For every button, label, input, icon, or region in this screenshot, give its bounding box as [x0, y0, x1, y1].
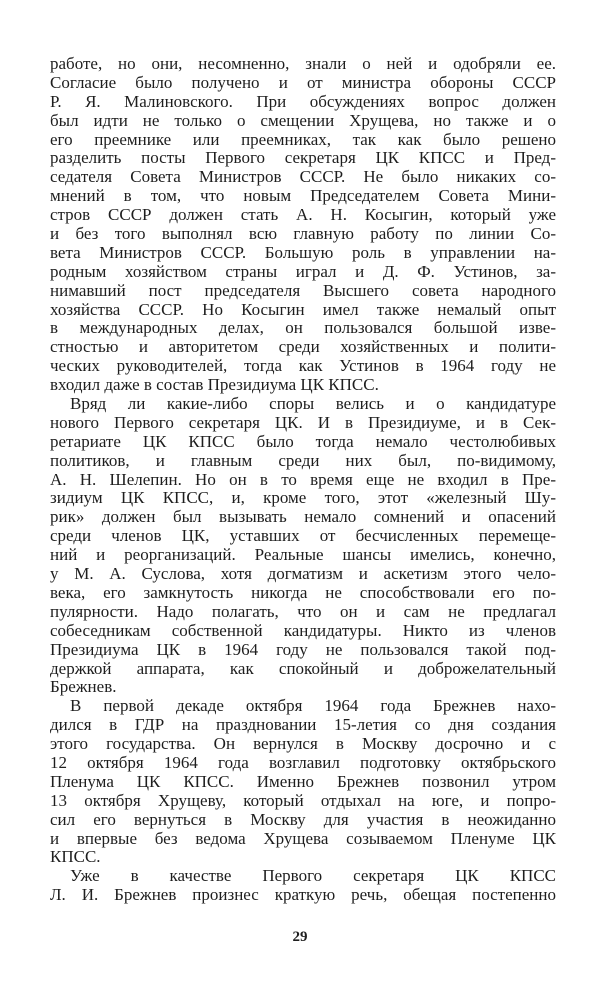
text-line: Брежнев. — [50, 677, 117, 697]
text-line: вета Министров СССР. Большую роль в управлении на- — [50, 242, 556, 262]
text-line: входил даже в состав Президиума ЦК КПСС. — [50, 375, 379, 395]
text-line: ческих руководителей, тогда как Устинов в 1964 году не — [50, 356, 556, 376]
text-line: Вряд ли какие-либо споры велись и о кандидатуре — [70, 394, 556, 414]
text-line: этого государства. Он вернулся в Москву досрочно и с — [50, 734, 556, 754]
text-line: мнений в том, что новым Председателем Совета Мини- — [50, 186, 556, 206]
page-number: 29 — [292, 929, 308, 945]
text-line: Уже в качестве Первого секретаря ЦК КПСС — [70, 866, 556, 886]
text-line: пулярности. Надо полагать, что он и сам не предлагал — [50, 601, 556, 621]
text-line: политиков, и главным среди них был, по-видимому, — [50, 450, 556, 470]
text-line: 13 октября Хрущеву, который отдыхал на юге, и попро- — [50, 790, 556, 810]
text-line: был идти не только о смещении Хрущева, но также и о — [50, 110, 556, 130]
text-line: его преемнике или преемниках, так как было решено — [50, 129, 556, 149]
text-line: Л. И. Брежнев произнес краткую речь, обещая постепенно — [50, 885, 556, 905]
text-line: зидиум ЦК КПСС, и, кроме того, этот «железный Шу- — [50, 488, 556, 508]
text-line: собеседникам собственной кандидатуры. Никто из членов — [50, 620, 556, 640]
text-line: рик» должен был вызывать немало сомнений и опасений — [50, 507, 556, 527]
text-line: нимавший пост председателя Высшего совета народного — [50, 280, 556, 300]
text-line: разделить посты Первого секретаря ЦК КПСС и Пред- — [50, 148, 556, 168]
text-line: сил его вернуться в Москву для участия в неожиданно — [50, 809, 556, 829]
text-line: родным хозяйством страны играл и Д. Ф. Устинов, за- — [50, 261, 556, 281]
text-line: и без того выполнял всю главную работу по линии Со- — [50, 224, 556, 244]
text-line: стностью и авторитетом среди хозяйственных и полити- — [50, 337, 556, 357]
text-line: 12 октября 1964 года возглавил подготовку октябрьского — [50, 752, 556, 772]
paragraph — [50, 55, 556, 395]
text-line: ретариате ЦК КПСС было тогда немало честолюбивых — [50, 431, 556, 451]
text-line: в международных делах, он пользовался большой изве- — [50, 318, 556, 338]
text-line: стров СССР должен стать А. Н. Косыгин, который уже — [50, 205, 556, 225]
book-page-text — [50, 55, 556, 905]
text-line: А. Н. Шелепин. Но он в то время еще не входил в Пре- — [50, 469, 556, 489]
paragraph — [50, 697, 556, 867]
text-line: Согласие было получено и от министра обороны СССР — [50, 72, 556, 92]
text-line: держкой аппарата, как спокойный и доброжелательный — [50, 658, 556, 678]
text-line: и впервые без ведома Хрущева созываемом Пленуме ЦК — [50, 828, 556, 848]
text-line: среди членов ЦК, уставших от бесчисленных перемеще- — [50, 526, 556, 546]
text-line: Пленума ЦК КПСС. Именно Брежнев позвонил утром — [50, 771, 556, 791]
text-line: Президиума ЦК в 1964 году не пользовался такой под- — [50, 639, 556, 659]
text-line: В первой декаде октября 1964 года Брежнев нахо- — [70, 696, 556, 716]
text-line: работе, но они, несомненно, знали о ней и одобряли ее. — [50, 54, 556, 73]
text-line: у М. А. Суслова, хотя догматизм и аскетизм этого чело- — [50, 564, 556, 584]
paragraph — [50, 395, 556, 697]
text-line: хозяйства СССР. Но Косыгин имел также немалый опыт — [50, 299, 556, 319]
paragraph — [50, 867, 556, 905]
text-line: века, его замкнутость никогда не способствовали его по- — [50, 582, 556, 602]
text-line: КПСС. — [50, 847, 101, 867]
text-line: седателя Совета Министров СССР. Не было никаких со- — [50, 167, 556, 187]
text-line: ний и реорганизаций. Реальные шансы имелись, конечно, — [50, 545, 556, 565]
text-line: нового Первого секретаря ЦК. И в Президиуме, и в Сек- — [50, 412, 556, 432]
text-line: дился в ГДР на праздновании 15-летия со дня создания — [50, 715, 556, 735]
text-line: Р. Я. Малиновского. При обсуждениях вопрос должен — [50, 91, 556, 111]
